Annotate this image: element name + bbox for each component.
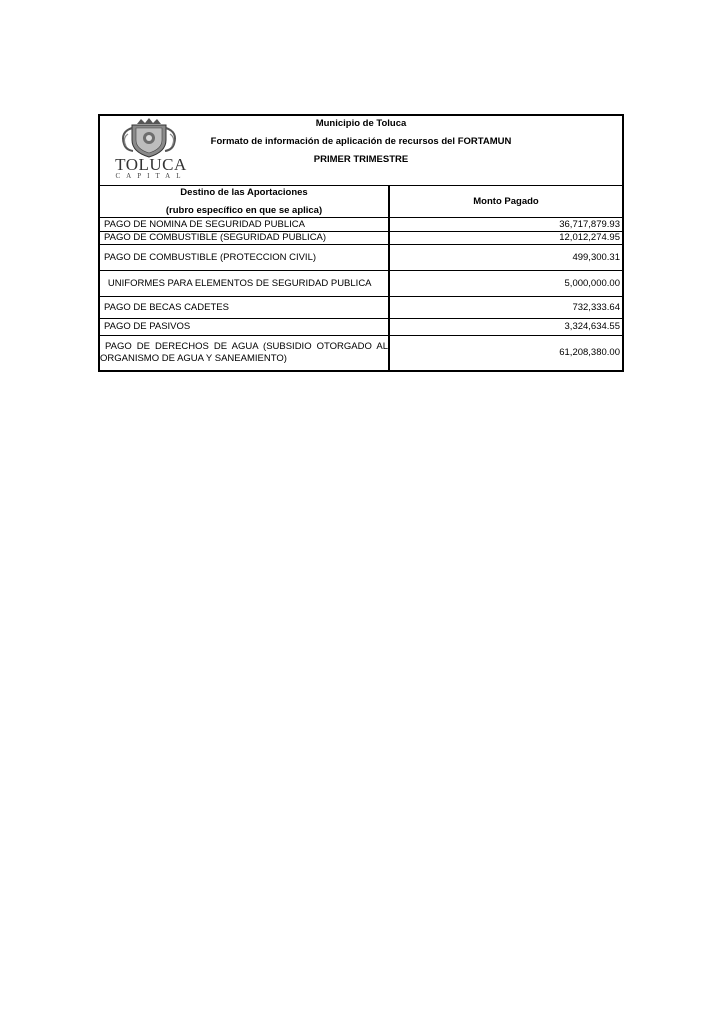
table-row: [100, 319, 622, 336]
row-amount: 61,208,380.00: [559, 346, 620, 358]
allocation-table: [100, 186, 622, 370]
row-destination: PAGO DE DERECHOS DE AGUA (SUBSIDIO OTORGADO AL ORGANISMO DE AGUA Y SANEAMIENTO): [100, 336, 389, 370]
format-title: Formato de información de aplicación de recursos del FORTAMUN: [210, 136, 512, 147]
destination-header-line2: (rubro específico en que se aplica): [165, 204, 323, 216]
logo-subtitle: CAPITAL: [115, 172, 187, 180]
logo-wordmark: TOLUCA: [115, 155, 187, 174]
table-row: [100, 218, 622, 232]
row-destination: PAGO DE BECAS CADETES: [100, 297, 389, 319]
row-destination: PAGO DE PASIVOS: [100, 319, 389, 336]
row-amount: 12,012,274.95: [389, 232, 622, 245]
row-amount: 5,000,000.00: [389, 271, 622, 297]
row-destination: UNIFORMES PARA ELEMENTOS DE SEGURIDAD PUBLICA: [100, 271, 389, 297]
period-title: PRIMER TRIMESTRE: [313, 154, 409, 165]
fortamun-report-sheet: [98, 114, 624, 372]
row-destination: PAGO DE COMBUSTIBLE (PROTECCION CIVIL): [100, 245, 389, 271]
row-amount: 36,717,879.93: [389, 218, 622, 232]
table-row: [100, 336, 622, 370]
row-amount: 732,333.64: [389, 297, 622, 319]
destination-column-header: [100, 186, 389, 218]
municipality-title: Municipio de Toluca: [315, 118, 407, 129]
amount-column-header: Monto Pagado: [389, 186, 622, 218]
row-destination: PAGO DE COMBUSTIBLE (SEGURIDAD PUBLICA): [100, 232, 389, 245]
row-destination: PAGO DE NOMINA DE SEGURIDAD PUBLICA: [100, 218, 389, 232]
row-amount: 3,324,634.55: [389, 319, 622, 336]
table-row: [100, 297, 622, 319]
row-amount: 499,300.31: [389, 245, 622, 271]
table-row: [100, 271, 622, 297]
table-row: [100, 232, 622, 245]
table-header-row: [100, 186, 622, 218]
destination-header-line1: Destino de las Aportaciones: [180, 186, 308, 198]
table-row: [100, 245, 622, 271]
report-header: [100, 116, 622, 186]
